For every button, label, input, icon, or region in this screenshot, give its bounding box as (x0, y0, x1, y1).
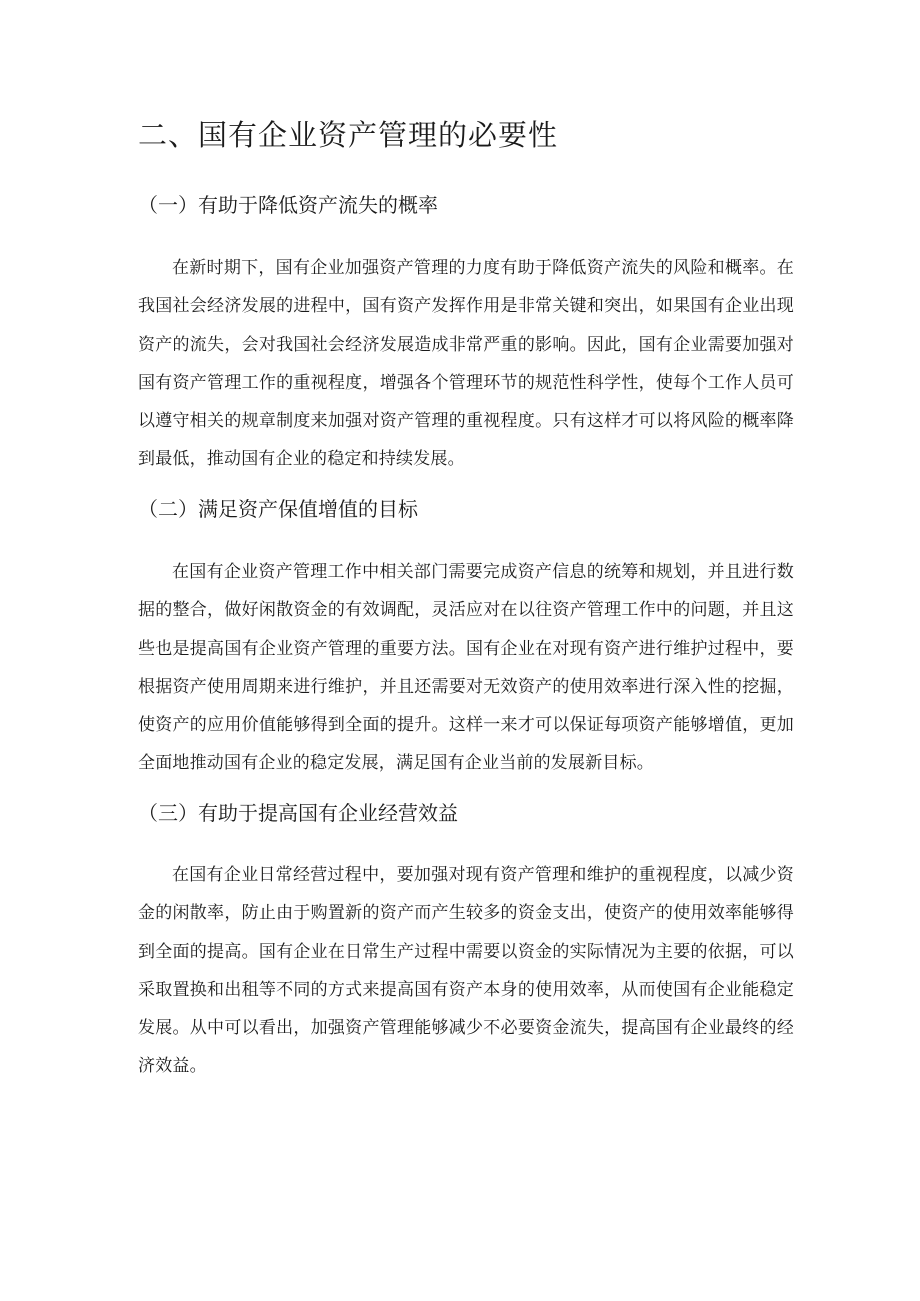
section-heading-1: （一）有助于降低资产流失的概率 (138, 193, 438, 217)
page-title: 二、国有企业资产管理的必要性 (138, 118, 559, 152)
section-paragraph-2: 在国有企业资产管理工作中相关部门需要完成资产信息的统筹和规划，并且进行数据的整合，做好闲散资金的有效调配，灵活应对在以往资产管理工作中的问题，并且这些也是提高国有企业资产管理的重要方法。国有企业在对现有资产进行维护过程中，要根据资产使用周期来进行维护，并且还需要对无效资产的使用效率进行深入性的挖掘，使资产的应用价值能够得到全面的提升。这样一来才可以保证每项资产能够增值，更加全面地推动国有企业的稳定发展，满足国有企业当前的发展新目标。 (138, 562, 794, 774)
section-paragraph-1: 在新时期下，国有企业加强资产管理的力度有助于降低资产流失的风险和概率。在我国社会经济发展的进程中，国有资产发挥作用是非常关键和突出，如果国有企业出现资产的流失，会对我国社会经济发展造成非常严重的影响。因此，国有企业需要加强对国有资产管理工作的重视程度，增强各个管理环节的规范性科学性，使每个工作人员可以遵守相关的规章制度来加强对资产管理的重视程度。只有这样才可以将风险的概率降到最低，推动国有企业的稳定和持续发展。 (138, 258, 794, 470)
section-paragraph-3: 在国有企业日常经营过程中，要加强对现有资产管理和维护的重视程度，以减少资金的闲散率，防止由于购置新的资产而产生较多的资金支出，使资产的使用效率能够得到全面的提高。国有企业在日常生产过程中需要以资金的实际情况为主要的依据，可以采取置换和出租等不同的方式来提高国有资产本身的使用效率，从而使国有企业能稳定发展。从中可以看出，加强资产管理能够减少不必要资金流失，提高国有企业最终的经济效益。 (138, 865, 794, 1077)
section-heading-3: （三）有助于提高国有企业经营效益 (138, 801, 458, 825)
section-heading-2: （二）满足资产保值增值的目标 (138, 497, 418, 521)
